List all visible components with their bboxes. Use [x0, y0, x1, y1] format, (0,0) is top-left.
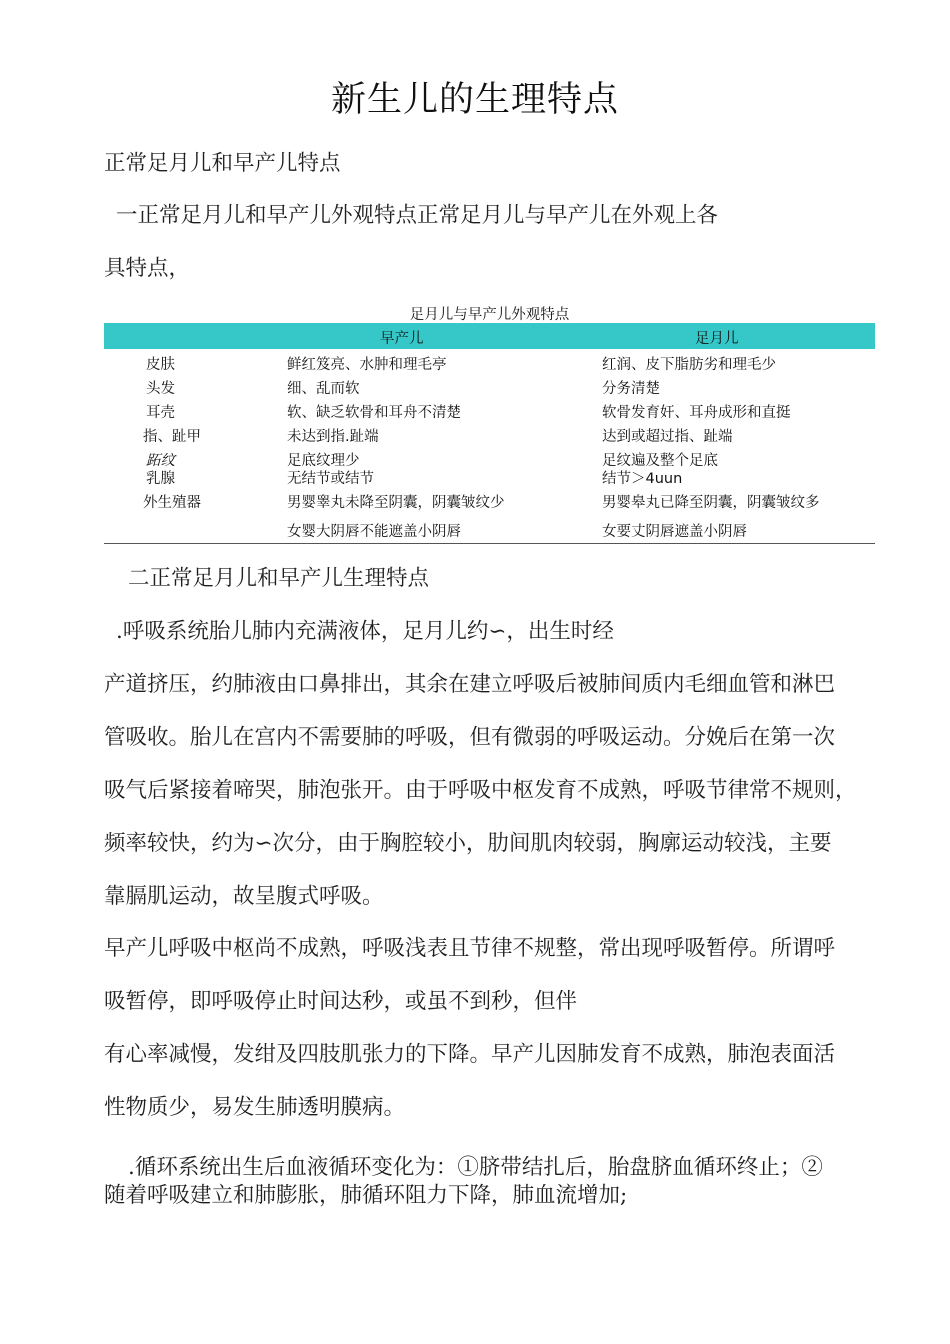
paragraph-line: 吸气后紧接着啼哭，肺泡张开。由于呼吸中枢发育不成熟，呼吸节律常不规则， — [104, 778, 857, 803]
paragraph-line: 频率较快，约为∽次分，由于胸腔较小，肋间肌肉较弱，胸廓运动较浅，主要 — [104, 831, 832, 856]
table-row-label: 皮肤 — [146, 357, 175, 373]
table-row-label: 指、趾甲 — [143, 429, 201, 445]
table-cell-term: 结节＞4uun — [602, 471, 683, 487]
table-cell-preterm: 女婴大阴唇不能遮盖小阴唇 — [287, 524, 461, 540]
table-header-row — [104, 323, 875, 349]
table-bottom-rule — [104, 543, 875, 544]
paragraph-line: 靠膈肌运动，故呈腹式呼吸。 — [104, 884, 384, 909]
paragraph-line: 一正常足月儿和早产儿外观特点正常足月儿与早产儿在外观上各 — [116, 203, 719, 228]
table-cell-preterm: 软、缺乏软骨和耳舟不清楚 — [287, 405, 461, 421]
paragraph-line: 性物质少，易发生肺透明膜病。 — [104, 1095, 406, 1120]
paragraph-line: 有心率减慢，发绀及四肢肌张力的下降。早产儿因肺发育不成熟，肺泡表面活 — [104, 1042, 836, 1067]
table-cell-term: 分务清楚 — [602, 381, 660, 397]
table-row-label: 乳腺 — [146, 471, 175, 487]
paragraph-line: 吸暂停，即呼吸停止时间达秒，或虽不到秒，但伴 — [104, 989, 578, 1014]
table-cell-term: 红润、皮下脂肪劣和理毛少 — [602, 357, 776, 373]
paragraph-line: 管吸收。胎儿在宫内不需要肺的呼吸，但有微弱的呼吸运动。分娩后在第一次 — [104, 725, 836, 750]
table-cell-preterm: 未达到指.趾端 — [287, 429, 379, 445]
section-heading: 二正常足月儿和早产儿生理特点 — [128, 566, 430, 591]
paragraph-line: 随着呼吸建立和肺膨胀，肺循环阻力下降，肺血流增加; — [104, 1183, 628, 1208]
table-cell-term: 足纹遍及整个足底 — [602, 453, 718, 469]
table-cell-preterm: 鲜红笈亮、水肿和理毛亭 — [287, 357, 447, 373]
paragraph-line: 早产儿呼吸中枢尚不成熟，呼吸浅表且节律不规整，常出现呼吸暂停。所谓呼 — [104, 936, 836, 961]
table-cell-term: 软骨发育奸、耳舟成形和直挺 — [602, 405, 791, 421]
paragraph-line: .循环系统出生后血液循环变化为：①脐带结扎后，胎盘脐血循环终止；② — [128, 1155, 823, 1180]
table-cell-preterm: 足底纹理少 — [287, 453, 360, 469]
table-cell-preterm: 男婴睾丸未降至阴囊，阴囊皱纹少 — [287, 495, 505, 511]
table-row-label: 外生殖器 — [143, 495, 201, 511]
table-row-label: 耳壳 — [146, 405, 175, 421]
table-caption: 足月儿与早产儿外观特点 — [409, 307, 570, 323]
table-cell-term: 男婴皋丸已降至阴囊，阴囊皱纹多 — [602, 495, 820, 511]
table-cell-preterm: 无结节或结节 — [287, 471, 374, 487]
table-cell-term: 达到或超过指、趾端 — [602, 429, 733, 445]
table-row-label: 跖纹 — [146, 453, 175, 469]
paragraph-line: .呼吸系统胎儿肺内充满液体，足月儿约∽，出生时经 — [116, 619, 614, 644]
page-title: 新生儿的生理特点 — [330, 80, 619, 120]
table-header-preterm: 早产儿 — [380, 331, 424, 347]
paragraph-line: 具特点， — [104, 256, 191, 281]
table-row-label: 头发 — [146, 381, 175, 397]
section-heading: 正常足月儿和早产儿特点 — [104, 151, 341, 176]
table-cell-term: 女要丈阴唇遮盖小阴唇 — [602, 524, 747, 540]
table-cell-preterm: 细、乱而软 — [287, 381, 360, 397]
paragraph-line: 产道挤压，约肺液由口鼻排出，其余在建立呼吸后被肺间质内毛细血管和淋巴 — [104, 672, 836, 697]
table-header-term: 足月儿 — [695, 331, 739, 347]
